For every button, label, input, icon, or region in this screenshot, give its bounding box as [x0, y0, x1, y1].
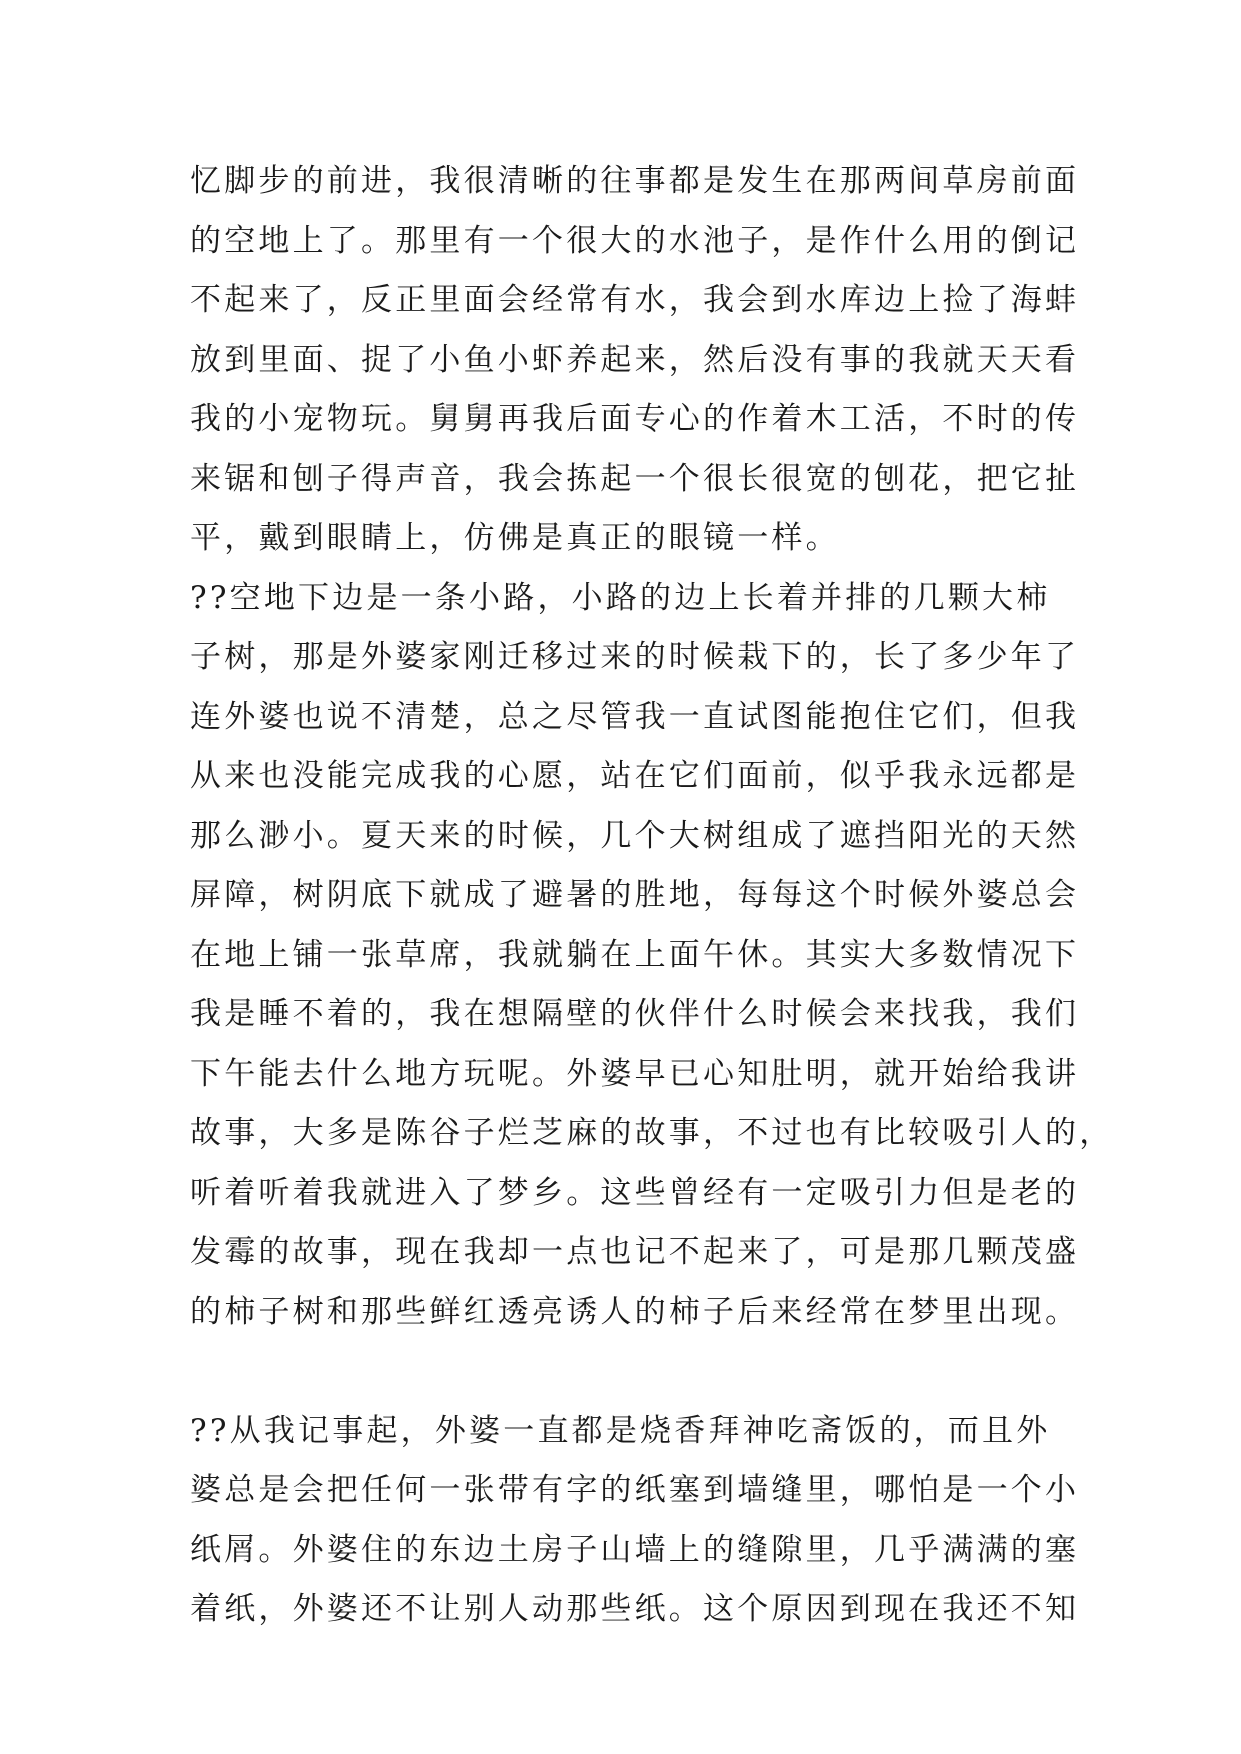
text-line: 听着听着我就进入了梦乡。这些曾经有一定吸引力但是老的 — [190, 1174, 1080, 1211]
text-line: 来锯和刨子得声音，我会拣起一个很长很宽的刨花，把它扯 — [190, 460, 1080, 497]
text-line: 发霉的故事，现在我却一点也记不起来了，可是那几颗茂盛 — [190, 1234, 1080, 1270]
text-line: 放到里面、捉了小鱼小虾养起来，然后没有事的我就天天看 — [190, 341, 1080, 378]
text-line: 在地上铺一张草席，我就躺在上面午休。其实大多数情况下 — [190, 936, 1080, 973]
paragraph-1 — [190, 152, 1080, 569]
text-line: 那么渺小。夏天来的时候，几个大树组成了遮挡阳光的天然 — [190, 817, 1080, 854]
text-line: 我是睡不着的，我在想隔壁的伙伴什么时候会来找我，我们 — [190, 996, 1080, 1032]
paragraph-2 — [190, 569, 1114, 1402]
paragraph-3 — [190, 1402, 1080, 1640]
text-line: 纸屑。外婆住的东边土房子山墙上的缝隙里，几乎满满的塞 — [190, 1531, 1080, 1568]
text-line: 从来也没能完成我的心愿，站在它们面前，似乎我永远都是 — [190, 758, 1080, 794]
text-line: 的空地上了。那里有一个很大的水池子，是作什么用的倒记 — [190, 222, 1080, 259]
text-line: 平，戴到眼睛上，仿佛是真正的眼镜一样。 — [190, 520, 840, 556]
text-line: ??空地下边是一条小路，小路的边上长着并排的几颗大柿 — [190, 579, 1051, 616]
text-line: 着纸，外婆还不让别人动那些纸。这个原因到现在我还不知 — [190, 1591, 1080, 1627]
text-line — [190, 1342, 1070, 1402]
text-line: 屏障，树阴底下就成了避暑的胜地，每每这个时候外婆总会 — [190, 877, 1080, 913]
text-line: 下午能去什么地方玩呢。外婆早已心知肚明，就开始给我讲 — [190, 1055, 1080, 1092]
text-line: 连外婆也说不清楚，总之尽管我一直试图能抱住它们，但我 — [190, 698, 1080, 735]
text-line: 的柿子树和那些鲜红透亮诱人的柿子后来经常在梦里出现。 — [190, 1293, 1080, 1330]
text-line: 我的小宠物玩。舅舅再我后面专心的作着木工活，不时的传 — [190, 401, 1080, 437]
text-line: 不起来了，反正里面会经常有水，我会到水库边上捡了海蚌 — [190, 282, 1080, 318]
body-text — [190, 152, 1114, 1640]
text-line: 婆总是会把任何一张带有字的纸塞到墙缝里，哪怕是一个小 — [190, 1472, 1080, 1508]
text-line: 子树，那是外婆家刚迁移过来的时候栽下的，长了多少年了 — [190, 639, 1080, 675]
text-line: 忆脚步的前进，我很清晰的往事都是发生在那两间草房前面 — [190, 163, 1080, 199]
text-line: ??从我记事起，外婆一直都是烧香拜神吃斋饭的，而且外 — [190, 1412, 1051, 1449]
text-line: 故事，大多是陈谷子烂芝麻的故事，不过也有比较吸引人的， — [190, 1115, 1114, 1151]
